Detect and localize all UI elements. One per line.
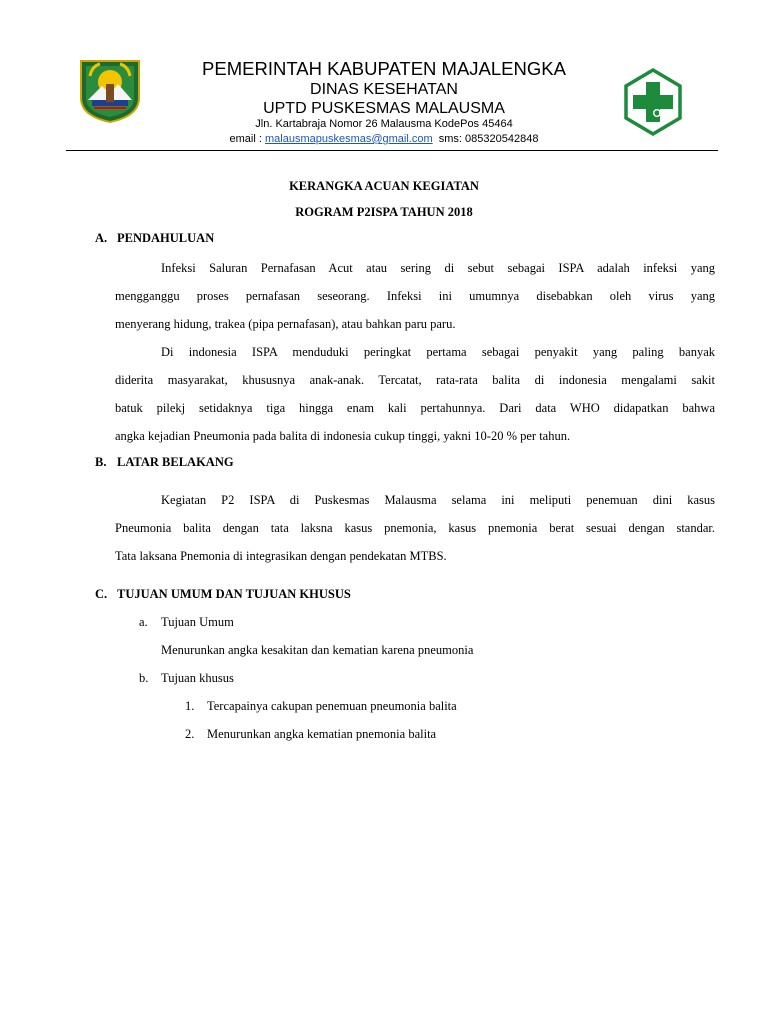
letterhead-address: Jln. Kartabraja Nomor 26 Malausma KodePos 45464 — [255, 118, 513, 130]
section-title: LATAR BELAKANG — [117, 455, 234, 469]
section-letter: C. — [95, 587, 108, 601]
list-marker: a. — [139, 615, 148, 629]
section-a-paragraph-2 — [115, 344, 715, 456]
email-link[interactable]: malausmapuskesmas@gmail.com — [264, 133, 433, 145]
list-marker: 1. — [185, 699, 195, 713]
section-title: TUJUAN UMUM DAN TUJUAN KHUSUS — [117, 587, 351, 601]
email-label: email : — [229, 133, 265, 145]
paragraph-line: Tata laksana Pnemonia di integrasikan dengan pendekatan MTBS. — [115, 549, 447, 563]
section-b-heading — [95, 455, 234, 470]
list-label: Tujuan khusus — [161, 671, 234, 685]
section-c-heading — [95, 587, 351, 602]
paragraph-line: Kegiatan P2 ISPA di Puskesmas Malausma selama ini meliputi penemuan dini kasus — [161, 493, 715, 507]
letterhead-divider — [66, 150, 718, 151]
objective-specific-item-1 — [185, 699, 457, 714]
letterhead-government: PEMERINTAH KABUPATEN MAJALENGKA — [202, 58, 566, 79]
paragraph-line: angka kejadian Pneumonia pada balita di indonesia cukup tinggi, yakni 10-20 % per tahun. — [115, 429, 571, 443]
objective-general-text: Menurunkan angka kesakitan dan kematian karena pneumonia — [161, 643, 474, 657]
section-b-paragraph — [115, 492, 715, 576]
document-subtitle: ROGRAM P2ISPA TAHUN 2018 — [295, 205, 473, 219]
paragraph-line: menyerang hidung, trakea (pipa pernafasan), atau bahkan paru paru. — [115, 317, 456, 331]
objective-specific-label — [139, 671, 234, 686]
paragraph-line: Pneumonia balita dengan tata laksna kasus pnemonia, kasus pnemonia berat sesuai dengan standar. — [115, 521, 715, 535]
document-title: KERANGKA ACUAN KEGIATAN — [289, 179, 479, 193]
section-a-paragraph-1 — [115, 260, 715, 344]
letterhead-agency: DINAS KESEHATAN — [310, 81, 458, 98]
list-label: Tujuan Umum — [161, 615, 234, 629]
paragraph-line: diderita masyarakat, khususnya anak-anak. Tercatat, rata-rata balita di indonesia mengalami sakit — [115, 373, 715, 387]
section-letter: B. — [95, 455, 107, 469]
list-text: Tercapainya cakupan penemuan pneumonia balita — [207, 699, 457, 713]
paragraph-line: mengganggu proses pernafasan seseorang. Infeksi ini umumnya disebabkan oleh virus yang — [115, 289, 715, 303]
paragraph-line: Di indonesia ISPA menduduki peringkat pertama sebagai penyakit yang paling banyak — [161, 345, 715, 359]
list-marker: b. — [139, 671, 149, 685]
puskesmas-logo-icon — [623, 68, 683, 136]
list-text: Menurunkan angka kematian pnemonia balita — [207, 727, 437, 741]
section-letter: A. — [95, 231, 108, 245]
objective-general-label — [139, 615, 234, 630]
paragraph-line: batuk pilekj setidaknya tiga hingga enam kali pertahunnya. Dari data WHO didapatkan bahwa — [115, 401, 715, 415]
paragraph-line: Infeksi Saluran Pernafasan Acut atau sering di sebut sebagai ISPA adalah infeksi yang — [161, 261, 715, 275]
sms-contact: sms: 085320542848 — [432, 133, 539, 145]
section-title: PENDAHULUAN — [117, 231, 215, 245]
objective-specific-item-2 — [185, 727, 436, 742]
list-marker: 2. — [185, 727, 195, 741]
letterhead-unit: UPTD PUSKESMAS MALAUSMA — [263, 100, 505, 117]
section-a-heading — [95, 231, 214, 246]
